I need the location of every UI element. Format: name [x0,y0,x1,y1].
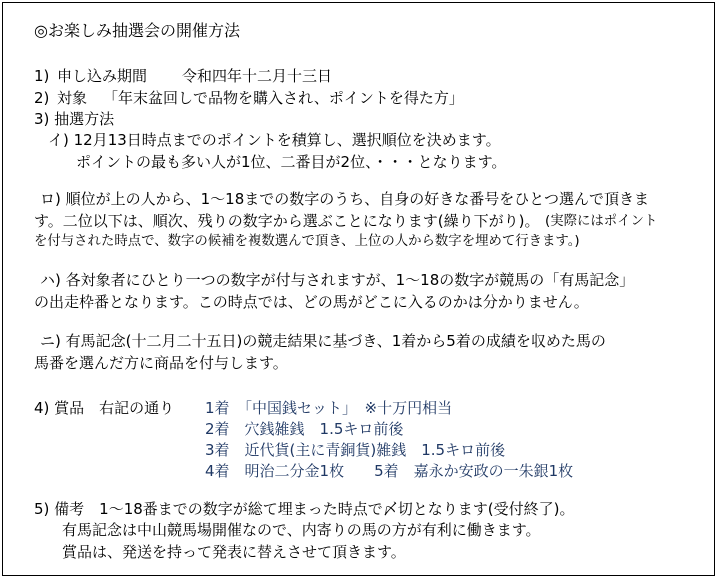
section-1-number: 1) [34,67,50,85]
section-1-value: 令和四年十二月十三日 [182,67,333,85]
section-3-ha-line-1: ハ) 各対象者にひとり一つの数字が付与されますが、1～18の数字が競馬の「有馬記念」 [40,271,635,289]
section-3-ro-line-3: を付与された時点で、数字の候補を複数選んで頂き、上位の人から数字を埋めて行きます。) [34,234,580,249]
section-5-line-2: 有馬記念は中山競馬場開催なので、内寄りの馬の方が有利に働きます。 [62,521,541,539]
section-3-ni-line-2: 馬番を選んだ方に商品を付与します。 [34,354,288,372]
section-3-i-line-1: イ) 12月13日時点までのポイントを積算し、選択順位を決めます。 [48,131,501,149]
section-3-heading: 3) 抽選方法 [34,110,115,128]
prize-4-5: 4着 明治二分金1枚 5着 嘉永か安政の一朱銀1枚 [205,462,574,480]
section-3-ni-line-1: ニ) 有馬記念(十二月二十五日)の競走結果に基づき、1着から5着の成績を収めた馬の [40,332,606,350]
section-4-label: 4) 賞品 右記の通り [34,399,175,417]
section-1-label: 申し込み期間 [57,67,148,85]
prize-2: 2着 穴銭雑銭 1.5キロ前後 [205,420,404,438]
section-2-number: 2) [34,89,50,107]
section-3-i-line-2: ポイントの最も多い人が1位、二番目が2位、・・・となります。 [76,153,507,171]
prize-1: 1着 「中国銭セット」 ※十万円相当 [205,399,453,417]
section-3-ro-line-1: ロ) 順位が上の人から、1～18までの数字のうち、自身の好きな番号をひとつ選んで頂きま [40,190,649,208]
page-title: ◎お楽しみ抽選会の開催方法 [34,21,240,40]
section-2-label: 対象 [57,89,88,107]
prize-3: 3着 近代貨(主に青銅貨)雑銭 1.5キロ前後 [205,441,506,459]
section-3-ha-line-2: の出走枠番となります。この時点では、どの馬がどこに入るのかは分かりません。 [34,293,589,311]
section-2-value: 「年末盆回しで品物を購入され、ポイントを得た方」 [103,89,464,107]
section-5-line-3: 賞品は、発送を持って発表に替えさせて頂きます。 [62,543,406,561]
section-3-ro-line-2b: (実際にはポイント [545,214,658,229]
section-5-line-1: 5) 備考 1～18番までの数字が総て埋まった時点で〆切となります(受付終了)。 [34,500,575,518]
section-3-ro-line-2a: す。二位以下は、順次、残りの数字から選ぶことになります(繰り下がり)。 [34,212,540,230]
